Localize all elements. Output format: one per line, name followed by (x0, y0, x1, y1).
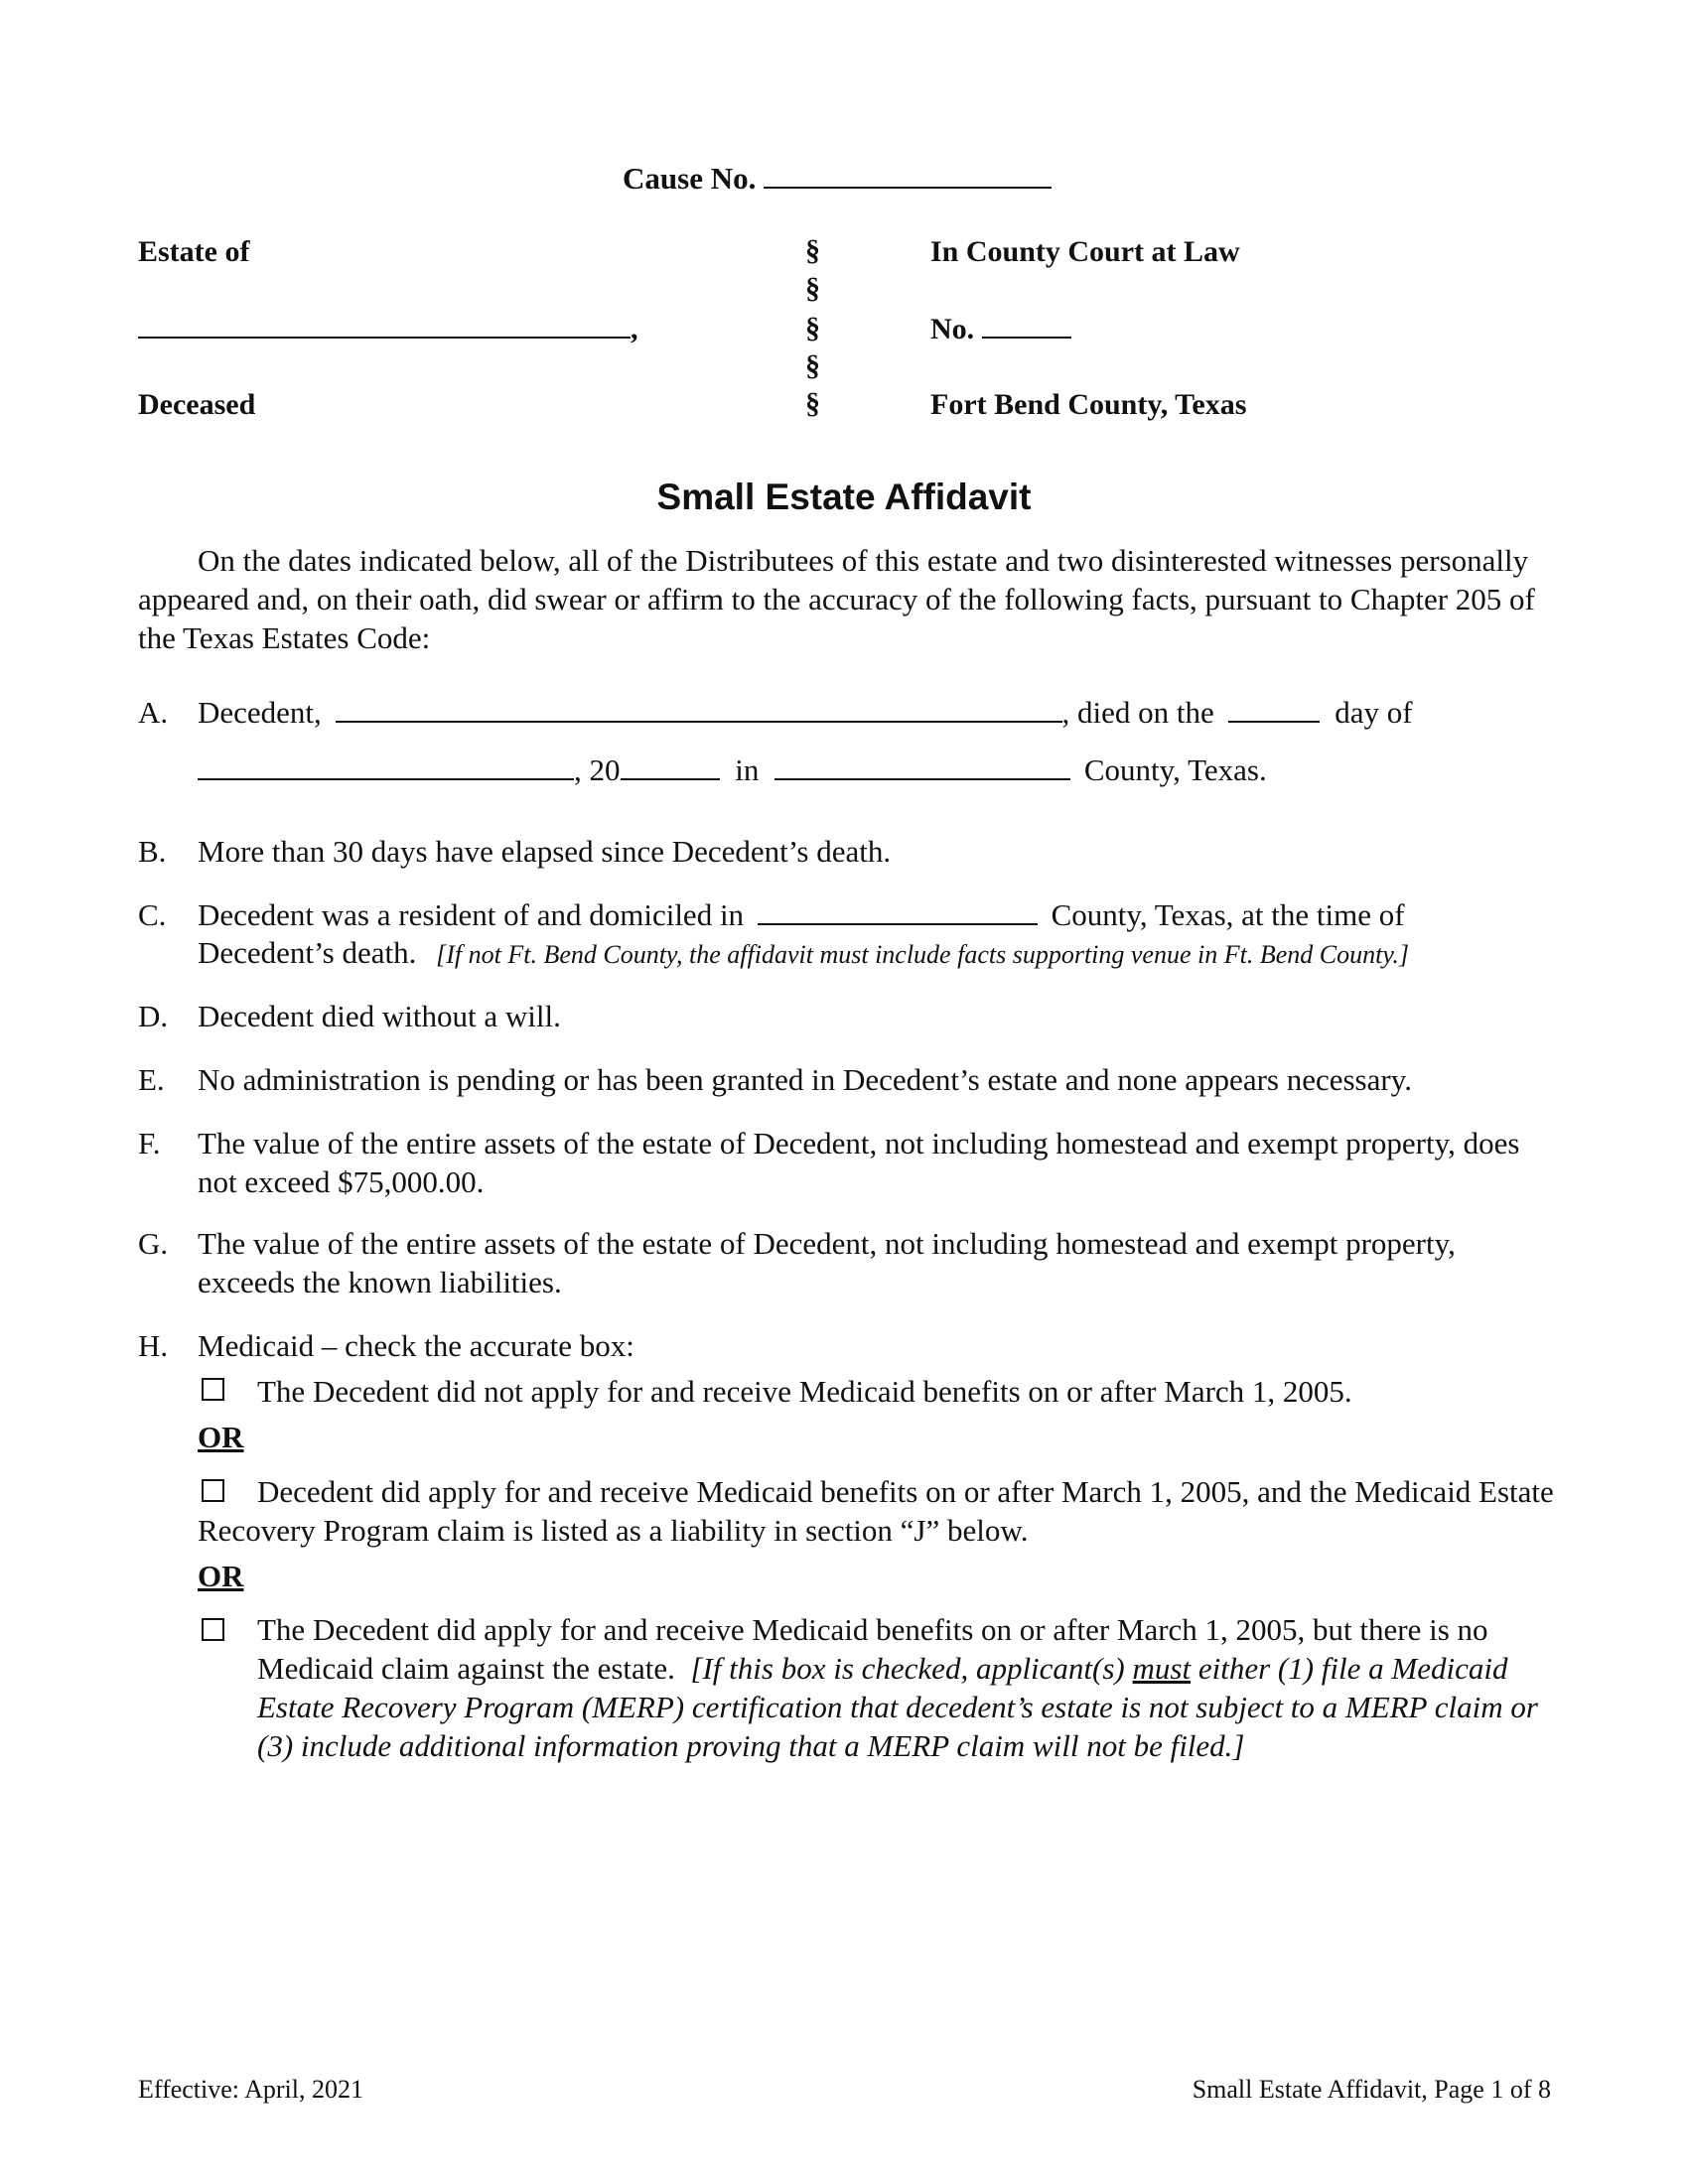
medicaid-option-1: The Decedent did not apply for and receive Medicaid benefits on or after March 1, 2005. (257, 1374, 1352, 1409)
or-separator: OR (198, 1559, 244, 1593)
item-letter: E. (138, 1062, 165, 1097)
item-letter: F. (138, 1126, 161, 1160)
section-symbol: § (805, 349, 820, 382)
item-f-text: The value of the entire assets of the estate of Decedent, not including homestead and exempt property, does not exceed $75,000.00. (198, 1126, 1520, 1199)
cause-number-field[interactable] (764, 186, 1052, 189)
county-label: Fort Bend County, Texas (930, 388, 1247, 421)
document-title: Small Estate Affidavit (656, 477, 1032, 517)
decedent-name-field[interactable] (138, 336, 631, 339)
deceased-label: Deceased (138, 388, 256, 421)
item-letter: A. (138, 695, 169, 730)
item-c-line2: Decedent’s death. [If not Ft. Bend County, the affidavit must include facts supporting venue in Ft. Bend County.] (198, 935, 1410, 970)
court-number-field[interactable] (982, 336, 1071, 339)
section-symbol: § (805, 272, 820, 305)
item-h-text: Medicaid – check the accurate box: (198, 1328, 634, 1363)
item-letter: D. (138, 999, 169, 1033)
footer-effective-date: Effective: April, 2021 (138, 2075, 363, 2104)
intro-paragraph: On the dates indicated below, all of the Distributees of this estate and two disinterested witnesses personally appeared and, on their oath, did swear or affirm to the accuracy of the following facts, pursuant to Chapter 205 of the Texas Estates Code: (138, 543, 1535, 655)
decedent-name-line: , (138, 312, 638, 347)
item-letter: B. (138, 834, 167, 869)
item-a-line1: Decedent, , died on the day of (198, 695, 1413, 730)
medicaid-option-2: Decedent did apply for and receive Medicaid benefits on or after March 1, 2005, and the Medicaid Estate Recovery Program claim is listed as a liability in section “J” below. (198, 1474, 1554, 1548)
item-a-line2: , 20 in County, Texas. (198, 751, 1267, 789)
estate-of-label: Estate of (138, 235, 250, 268)
item-letter: C. (138, 897, 167, 932)
item-letter: H. (138, 1328, 169, 1363)
item-e-text: No administration is pending or has been granted in Decedent’s estate and none appears necessary. (198, 1062, 1412, 1097)
item-b-text: More than 30 days have elapsed since Decedent’s death. (198, 834, 892, 869)
death-year-field[interactable] (621, 777, 720, 780)
death-county-field[interactable] (774, 777, 1070, 780)
item-g-text: The value of the entire assets of the estate of Decedent, not including homestead and exempt property, exceeds the known liabilities. (198, 1226, 1456, 1299)
court-label: In County Court at Law (930, 235, 1240, 268)
death-month-field[interactable] (198, 777, 574, 780)
or-separator: OR (198, 1420, 244, 1454)
medicaid-option-3: The Decedent did apply for and receive Medicaid benefits on or after March 1, 2005, but there is no Medicaid claim against the estate. [If this box is checked, applicant(s) must either (1) file a Medicaid Estate Recovery Program (MERP) certification that decedent’s estate is not subject to a MERP claim or (3) include additional information proving that a MERP claim will not be filed.] (257, 1612, 1538, 1763)
section-symbol: § (805, 387, 820, 420)
checkbox-icon[interactable] (202, 1618, 224, 1641)
section-symbol: § (805, 234, 820, 267)
cause-number (623, 161, 1052, 197)
section-symbol: § (805, 312, 820, 344)
court-number: No. (930, 312, 1071, 347)
domicile-county-field[interactable] (758, 922, 1038, 925)
decedent-full-name-field[interactable] (336, 720, 1062, 723)
cause-number-label: Cause No. (623, 161, 757, 196)
footer-page-number: Small Estate Affidavit, Page 1 of 8 (1192, 2075, 1551, 2104)
death-day-field[interactable] (1228, 720, 1320, 723)
item-d-text: Decedent died without a will. (198, 999, 561, 1033)
item-letter: G. (138, 1226, 169, 1261)
item-c-line1: Decedent was a resident of and domiciled in County, Texas, at the time of (198, 897, 1405, 932)
checkbox-icon[interactable] (202, 1378, 224, 1401)
medicaid-checkbox-1[interactable] (202, 1378, 224, 1404)
venue-note: [If not Ft. Bend County, the affidavit must include facts supporting venue in Ft. Bend County.] (436, 940, 1410, 969)
medicaid-checkbox-3[interactable] (202, 1618, 224, 1644)
